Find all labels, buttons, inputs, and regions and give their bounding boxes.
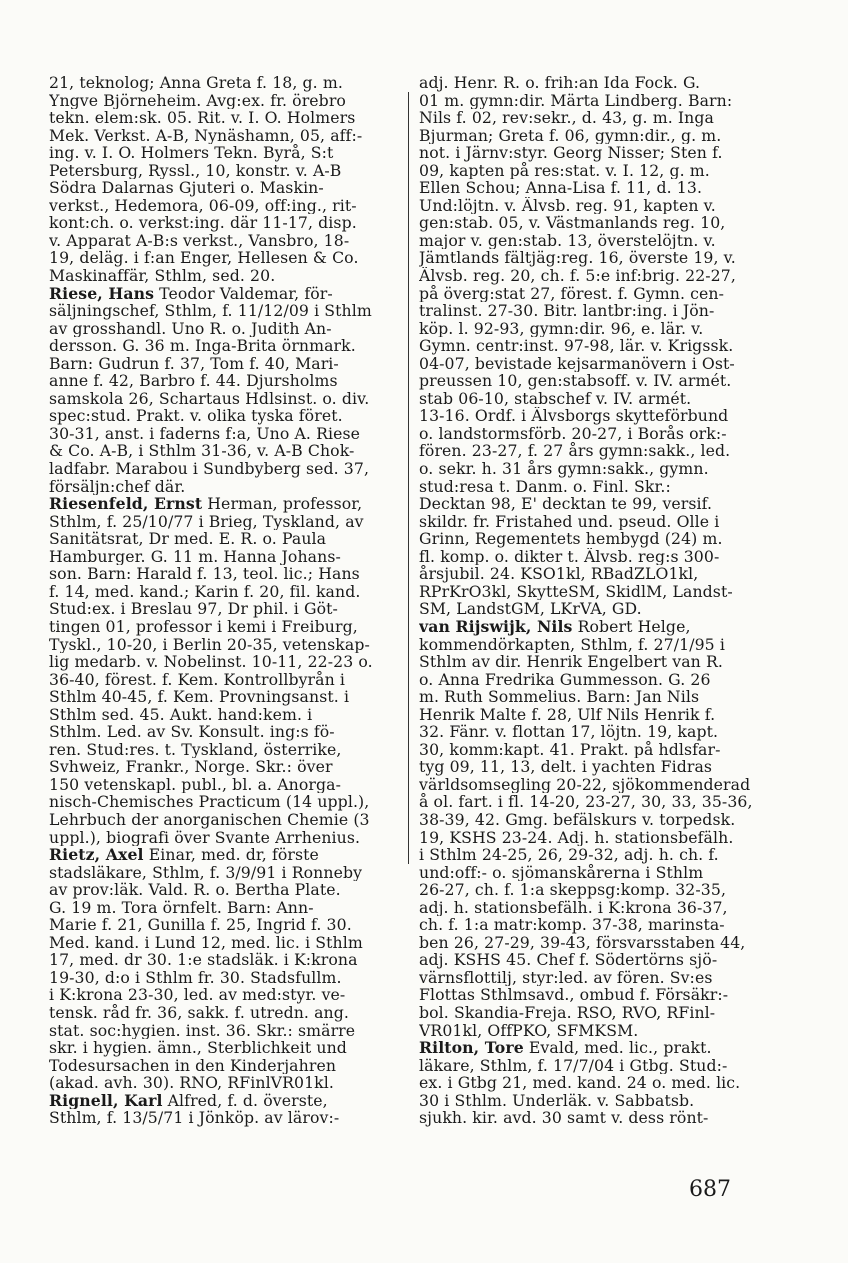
text-line: Barn: Gudrun f. 37, Tom f. 40, Mari- bbox=[49, 354, 339, 373]
text-line: bol. Skandia-Freja. RSO, RVO, RFinl- bbox=[419, 1003, 716, 1022]
text-line: verkst., Hedemora, 06-09, off:ing., rit- bbox=[49, 196, 357, 215]
text-line: uppl.), biografi över Svante Arrhenius. bbox=[49, 828, 361, 847]
text-line: 26-27, ch. f. 1:a skeppsg:komp. 32-35, bbox=[419, 881, 727, 899]
text-line: Gymn. centr:inst. 97-98, lär. v. Krigssk. bbox=[419, 337, 734, 355]
text-line: värnsflottilj, styr:led. av fören. Sv:es bbox=[419, 968, 713, 987]
text-line: o. sekr. h. 31 års gymn:sakk., gymn. bbox=[419, 460, 709, 478]
text-line: 17, med. dr 30. 1:e stadsläk. i K:krona bbox=[49, 951, 358, 969]
entry-name: Rignell, Karl bbox=[49, 1091, 163, 1110]
entry-text: Evald, med. lic., prakt. bbox=[523, 1039, 712, 1057]
entry-name: Rietz, Axel bbox=[49, 846, 144, 864]
text-line: Sthlm, f. 25/10/77 i Brieg, Tyskland, av bbox=[49, 512, 364, 531]
entry-name: Riese, Hans bbox=[49, 284, 155, 303]
text-line: Bjurman; Greta f. 06, gymn:dir., g. m. bbox=[419, 126, 722, 145]
text-line: 30-31, anst. i faderns f:a, Uno A. Riese bbox=[49, 424, 361, 443]
text-line: Decktan 98, E' decktan te 99, versif. bbox=[419, 495, 713, 513]
text-line: Sanitätsrat, Dr med. E. R. o. Paula bbox=[49, 530, 327, 548]
text-line: 30, komm:kapt. 41. Prakt. på hdlsfar- bbox=[419, 740, 721, 759]
right-column bbox=[419, 74, 771, 1127]
text-line: 13-16. Ordf. i Älvsborgs skytteförbund bbox=[419, 407, 729, 425]
text-line: stab 06-10, stabschef v. IV. armét. bbox=[419, 389, 692, 408]
text-line: not. i Järnv:styr. Georg Nisser; Sten f. bbox=[419, 144, 723, 162]
text-line: 38-39, 42. Gmg. befälskurs v. torpedsk. bbox=[419, 810, 736, 829]
text-line: Sthlm av dir. Henrik Engelbert van R. bbox=[419, 653, 723, 671]
text-line: lig medarb. v. Nobelinst. 10-11, 22-23 o. bbox=[49, 653, 373, 671]
text-line: 30 i Sthlm. Underläk. v. Sabbatsb. bbox=[419, 1091, 695, 1110]
biography-entry bbox=[49, 74, 398, 285]
text-line: nisch-Chemisches Practicum (14 uppl.), bbox=[49, 793, 370, 811]
text-line: tensk. råd fr. 36, sakk. f. utredn. ang. bbox=[49, 1003, 349, 1022]
text-line: Und:löjtn. v. Älvsb. reg. 91, kapten v. bbox=[419, 196, 716, 215]
text-line: skildr. fr. Fristahed und. pseud. Olle i bbox=[419, 512, 720, 531]
text-line: tingen 01, professor i kemi i Freiburg, bbox=[49, 617, 358, 636]
text-line: i Sthlm 24-25, 26, 29-32, adj. h. ch. f. bbox=[419, 846, 719, 864]
text-line: stat. soc:hygien. inst. 36. Skr.: smärre bbox=[49, 1021, 356, 1040]
text-line: 19, KSHS 23-24. Adj. h. stationsbefälh. bbox=[419, 828, 734, 847]
text-line: årsjubil. 24. KSO1kl, RBadZLO1kl, bbox=[419, 565, 699, 583]
text-line: SM, LandstGM, LKrVA, GD. bbox=[419, 600, 642, 618]
text-line: ben 26, 27-29, 39-43, försvarsstaben 44, bbox=[419, 933, 746, 952]
text-line: Svhweiz, Frankr., Norge. Skr.: över bbox=[49, 758, 333, 776]
text-line: Jämtlands fältjäg:reg. 16, överste 19, v. bbox=[419, 249, 736, 268]
text-line: 19, deläg. i f:an Enger, Hellesen & Co. bbox=[49, 249, 359, 268]
text-line: skr. i hygien. ämn., Sterblichkeit und bbox=[49, 1039, 347, 1057]
text-line: 21, teknolog; Anna Greta f. 18, g. m. bbox=[49, 74, 343, 92]
text-line: ing. v. I. O. Holmers Tekn. Byrå, S:t bbox=[49, 144, 334, 162]
text-line: tralinst. 27-30. Bitr. lantbr:ing. i Jön- bbox=[419, 302, 715, 320]
text-line bbox=[49, 495, 398, 513]
text-line: ren. Stud:res. t. Tyskland, österrike, bbox=[49, 740, 342, 759]
text-line: Älvsb. reg. 20, ch. f. 5:e inf:brig. 22-27, bbox=[419, 267, 736, 285]
text-line bbox=[49, 285, 398, 303]
text-line: fören. 23-27, f. 27 års gymn:sakk., led. bbox=[419, 442, 731, 461]
text-line: Sthlm sed. 45. Aukt. hand:kem. i bbox=[49, 705, 313, 724]
text-line: Sthlm, f. 13/5/71 i Jönköp. av lärov:- bbox=[49, 1109, 340, 1127]
text-line: Med. kand. i Lund 12, med. lic. i Sthlm bbox=[49, 933, 363, 952]
text-line: köp. l. 92-93, gymn:dir. 96, e. lär. v. bbox=[419, 319, 704, 338]
text-line: kont:ch. o. verkst:ing. där 11-17, disp. bbox=[49, 214, 357, 232]
text-line: 09, kapten på res:stat. v. I. 12, g. m. bbox=[419, 161, 710, 180]
entry-name: van Rijswijk, Nils bbox=[419, 617, 573, 636]
entry-name: Rilton, Tore bbox=[419, 1039, 524, 1057]
biography-entry bbox=[419, 1039, 771, 1127]
text-line: 19-30, d:o i Sthlm fr. 30. Stadsfullm. bbox=[49, 968, 342, 987]
text-line: Marie f. 21, Gunilla f. 25, Ingrid f. 30. bbox=[49, 916, 352, 934]
biography-entry bbox=[49, 1092, 398, 1127]
biography-entry bbox=[49, 285, 398, 496]
text-line: fl. komp. o. dikter t. Älvsb. reg:s 300- bbox=[419, 547, 720, 566]
text-line: 32. Fänr. v. flottan 17, löjtn. 19, kapt. bbox=[419, 723, 719, 741]
biography-entry bbox=[419, 618, 771, 1039]
text-line: stadsläkare, Sthlm, f. 3/9/91 i Ronneby bbox=[49, 863, 363, 882]
text-line: Tyskl., 10-20, i Berlin 20-35, vetenskap- bbox=[49, 635, 370, 654]
text-line: Flottas Sthlmsavd., ombud f. Försäkr:- bbox=[419, 986, 729, 1004]
entry-text: Herman, professor, bbox=[202, 495, 363, 513]
text-line: läkare, Sthlm, f. 17/7/04 i Gtbg. Stud:- bbox=[419, 1056, 728, 1075]
text-line: Sthlm. Led. av Sv. Konsult. ing:s fö- bbox=[49, 723, 335, 741]
entry-text: Alfred, f. d. överste, bbox=[162, 1091, 328, 1110]
text-line: sjukh. kir. avd. 30 samt v. dess rönt- bbox=[419, 1109, 709, 1127]
text-line: samskola 26, Schartaus Hdlsinst. o. div. bbox=[49, 389, 370, 408]
text-line: Stud:ex. i Breslau 97, Dr phil. i Göt- bbox=[49, 600, 338, 618]
text-line: preussen 10, gen:stabsoff. v. IV. armét. bbox=[419, 372, 732, 390]
text-line: Sthlm 40-45, f. Kem. Provningsanst. i bbox=[49, 688, 350, 706]
biography-entry bbox=[419, 74, 771, 618]
text-line: Lehrbuch der anorganischen Chemie (3 bbox=[49, 810, 370, 829]
text-line: major v. gen:stab. 13, överstelöjtn. v. bbox=[419, 231, 716, 250]
text-line: gen:stab. 05, v. Västmanlands reg. 10, bbox=[419, 214, 726, 232]
text-line: tekn. elem:sk. 05. Rit. v. I. O. Holmers bbox=[49, 109, 356, 127]
entry-text: Robert Helge, bbox=[572, 617, 691, 636]
text-line: adj. h. stationsbefälh. i K:krona 36-37, bbox=[419, 898, 728, 917]
text-line bbox=[49, 1092, 398, 1110]
entry-text: Einar, med. dr, förste bbox=[143, 846, 319, 864]
text-line: & Co. A-B, i Sthlm 31-36, v. A-B Chok- bbox=[49, 442, 355, 461]
text-line: o. Anna Fredrika Gummesson. G. 26 bbox=[419, 670, 711, 689]
text-line: m. Ruth Sommelius. Barn: Jan Nils bbox=[419, 688, 700, 706]
text-line: å ol. fart. i fl. 14-20, 23-27, 30, 33, 35-36, bbox=[419, 793, 753, 811]
text-line: ladfabr. Marabou i Sundbyberg sed. 37, bbox=[49, 460, 370, 478]
text-line: (akad. avh. 30). RNO, RFinlVR01kl. bbox=[49, 1074, 334, 1092]
biography-entry bbox=[49, 495, 398, 846]
text-line: ch. f. 1:a matr:komp. 37-38, marinsta- bbox=[419, 916, 725, 934]
text-line: anne f. 42, Barbro f. 44. Djursholms bbox=[49, 372, 338, 390]
page-number: 687 bbox=[689, 1177, 731, 1202]
text-line: adj. KSHS 45. Chef f. Södertörns sjö- bbox=[419, 951, 718, 969]
text-line: son. Barn: Harald f. 13, teol. lic.; Hans bbox=[49, 565, 360, 583]
text-line: av grosshandl. Uno R. o. Judith An- bbox=[49, 319, 332, 338]
column-divider bbox=[408, 92, 409, 864]
text-line: 150 vetenskapl. publ., bl. a. Anorga- bbox=[49, 775, 342, 794]
text-line: dersson. G. 36 m. Inga-Brita örnmark. bbox=[49, 337, 356, 355]
text-line: f. 14, med. kand.; Karin f. 20, fil. kand. bbox=[49, 582, 361, 601]
text-line: försäljn:chef där. bbox=[49, 477, 186, 496]
text-line: v. Apparat A-B:s verkst., Vansbro, 18- bbox=[49, 231, 350, 250]
text-line: Mek. Verkst. A-B, Nynäshamn, 05, aff:- bbox=[49, 126, 363, 145]
text-line bbox=[419, 618, 771, 636]
text-line: RPrKrO3kl, SkytteSM, SkidlM, Landst- bbox=[419, 582, 733, 601]
entry-text: Teodor Valdemar, för- bbox=[154, 284, 333, 303]
text-line: Henrik Malte f. 28, Ulf Nils Henrik f. bbox=[419, 705, 716, 724]
text-line bbox=[49, 846, 398, 864]
text-line: av prov:läk. Vald. R. o. Bertha Plate. bbox=[49, 881, 341, 899]
text-line: und:off:- o. sjömanskårerna i Sthlm bbox=[419, 863, 704, 882]
text-line: spec:stud. Prakt. v. olika tyska föret. bbox=[49, 407, 343, 425]
text-line: Maskinaffär, Sthlm, sed. 20. bbox=[49, 267, 276, 285]
text-line: i K:krona 23-30, led. av med:styr. ve- bbox=[49, 986, 346, 1004]
biography-entry bbox=[49, 846, 398, 1092]
text-line: Todesursachen in den Kinderjahren bbox=[49, 1056, 337, 1075]
text-line: 36-40, förest. f. Kem. Kontrollbyrån i bbox=[49, 670, 346, 689]
text-line: VR01kl, OffPKO, SFMKSM. bbox=[419, 1021, 639, 1040]
text-line: adj. Henr. R. o. frih:an Ida Fock. G. bbox=[419, 74, 701, 92]
text-line: ex. i Gtbg 21, med. kand. 24 o. med. lic. bbox=[419, 1074, 741, 1092]
text-line: o. landstormsförb. 20-27, i Borås ork:- bbox=[419, 424, 727, 443]
text-line: 01 m. gymn:dir. Märta Lindberg. Barn: bbox=[419, 91, 733, 110]
text-line: kommendörkapten, Sthlm, f. 27/1/95 i bbox=[419, 635, 725, 654]
text-line: på överg:stat 27, förest. f. Gymn. cen- bbox=[419, 284, 725, 303]
text-line: Ellen Schou; Anna-Lisa f. 11, d. 13. bbox=[419, 179, 703, 197]
text-line: Nils f. 02, rev:sekr., d. 43, g. m. Inga bbox=[419, 109, 714, 127]
text-line: tyg 09, 11, 13, delt. i yachten Fidras bbox=[419, 758, 713, 776]
text-line: stud:resa t. Danm. o. Finl. Skr.: bbox=[419, 477, 671, 496]
text-line: 04-07, bevistade kejsarmanövern i Ost- bbox=[419, 354, 735, 373]
text-line: Grinn, Regementets hembygd (24) m. bbox=[419, 530, 723, 548]
text-line bbox=[419, 1039, 771, 1057]
text-line: Södra Dalarnas Gjuteri o. Maskin- bbox=[49, 179, 324, 197]
left-column bbox=[49, 74, 398, 1127]
text-line: G. 19 m. Tora örnfelt. Barn: Ann- bbox=[49, 898, 314, 917]
text-line: världsomsegling 20-22, sjökommenderad bbox=[419, 775, 751, 794]
text-line: Petersburg, Ryssl., 10, konstr. v. A-B bbox=[49, 161, 342, 180]
text-line: Yngve Björneheim. Avg:ex. fr. örebro bbox=[49, 91, 346, 110]
text-line: Hamburger. G. 11 m. Hanna Johans- bbox=[49, 547, 341, 566]
text-line: säljningschef, Sthlm, f. 11/12/09 i Sthlm bbox=[49, 302, 372, 320]
entry-name: Riesenfeld, Ernst bbox=[49, 495, 203, 513]
